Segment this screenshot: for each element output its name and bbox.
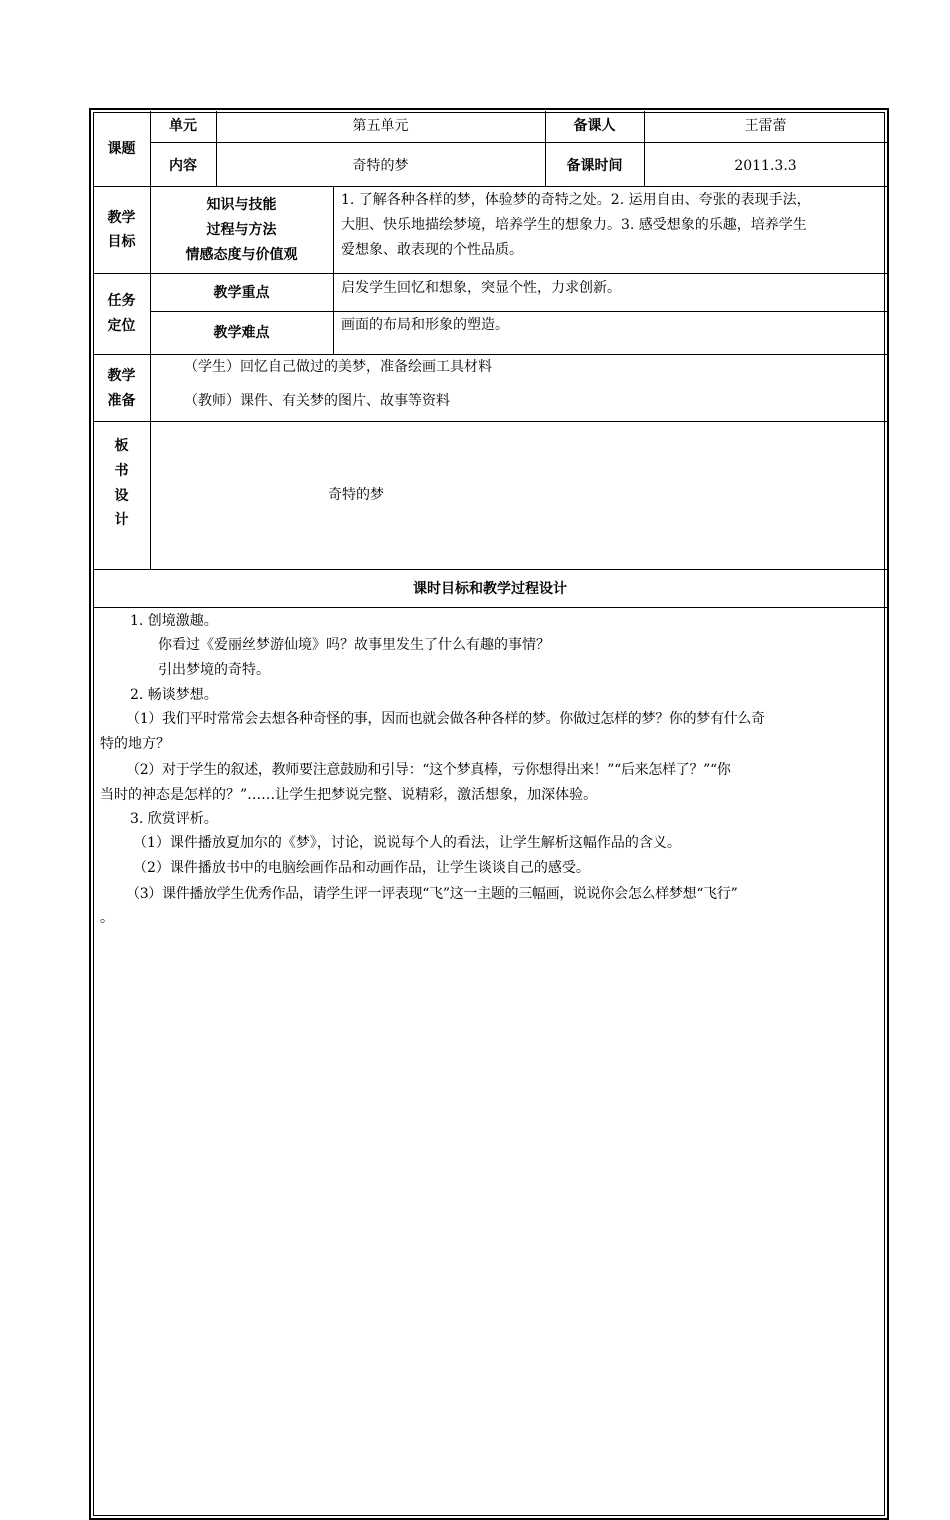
topic-label: 课题 [107,141,136,157]
preparer-label: 备课人 [573,118,616,134]
content-label: 内容 [169,158,197,174]
rule-after-process-title [93,607,887,608]
process-line: （1）课件播放夏加尔的《梦》，讨论，说说每个人的看法，让学生解析这幅作品的含义。 [133,835,681,851]
board-label-char: 设 [114,488,129,504]
process-line: （3）课件播放学生优秀作品，请学生评一评表现“飞”这一主题的三幅画，说说你会怎么样梦想“飞行” [126,886,738,902]
process-line: 特的地方？ [100,736,170,752]
difficulty-label: 教学难点 [213,325,270,341]
content-value: 奇特的梦 [352,158,409,174]
unit-value: 第五单元 [352,118,409,134]
goals-label-2: 目标 [107,234,136,250]
process-line: （2）对于学生的叙述，教师要注意鼓励和引导：“这个梦真棒，亏你想得出来！”“后来怎样了？”“你 [126,762,731,778]
prep-time-label: 备课时间 [566,158,623,174]
difficulty-value: 画面的布局和形象的塑造。 [341,317,509,333]
process-line: （1）我们平时常常会去想各种奇怪的事，因而也就会做各种各样的梦。你做过怎样的梦？你的梦有什么奇 [126,711,765,727]
goal-dimension: 知识与技能 [206,197,277,213]
process-line: 3. 欣赏评析。 [130,811,218,827]
board-label-char: 计 [114,512,129,528]
tasks-label-1: 任务 [107,293,136,309]
rule-after-goals [93,273,887,274]
process-line: 2. 畅谈梦想。 [130,687,218,703]
unit-label: 单元 [169,118,197,134]
rule-header-mid [150,142,887,143]
goals-text-line: 大胆、快乐地描绘梦境，培养学生的想象力。3. 感受想象的乐趣，培养学生 [341,217,807,233]
goals-label-1: 教学 [107,210,136,226]
process-line: 1. 创境激趣。 [130,613,218,629]
rule-after-board [93,569,887,570]
rule-after-tasks [93,354,887,355]
board-content: 奇特的梦 [328,487,384,503]
key-point-value: 启发学生回忆和想象，突显个性，力求创新。 [341,280,621,296]
prep-label-1: 教学 [107,368,136,384]
preparer-value: 王雷蕾 [744,118,787,134]
process-line: 当时的神态是怎样的？”……让学生把梦说完整、说精彩，激活想象，加深体验。 [100,787,598,803]
board-label-char: 书 [114,463,129,479]
tasks-label-2: 定位 [107,318,136,334]
prep-student: （学生）回忆自己做过的美梦，准备绘画工具材料 [184,359,492,375]
key-point-label: 教学重点 [213,285,270,301]
process-title: 课时目标和教学过程设计 [413,581,567,597]
board-label-char: 板 [114,438,129,454]
prep-time-value: 2011.3.3 [734,158,797,174]
rule-after-header [93,186,887,187]
process-line: 你看过《爱丽丝梦游仙境》吗？故事里发生了什么有趣的事情？ [158,637,550,653]
rule-goals-col [333,186,334,354]
goals-text-line: 1. 了解各种各样的梦，体验梦的奇特之处。2. 运用自由、夸张的表现手法， [341,192,811,208]
goals-text-line: 爱想象、敢表现的个性品质。 [341,242,523,258]
process-line: （2）课件播放书中的电脑绘画作品和动画作品，让学生谈谈自己的感受。 [133,860,590,876]
prep-teacher: （教师）课件、有关梦的图片、故事等资料 [184,393,450,409]
process-line: 。 [100,910,114,926]
rule-tasks-mid [150,311,887,312]
prep-label-2: 准备 [107,393,136,409]
process-line: 引出梦境的奇特。 [158,662,270,678]
goal-dimension: 过程与方法 [206,222,277,238]
rule-after-prep [93,421,887,422]
goal-dimension: 情感态度与价值观 [185,247,298,263]
